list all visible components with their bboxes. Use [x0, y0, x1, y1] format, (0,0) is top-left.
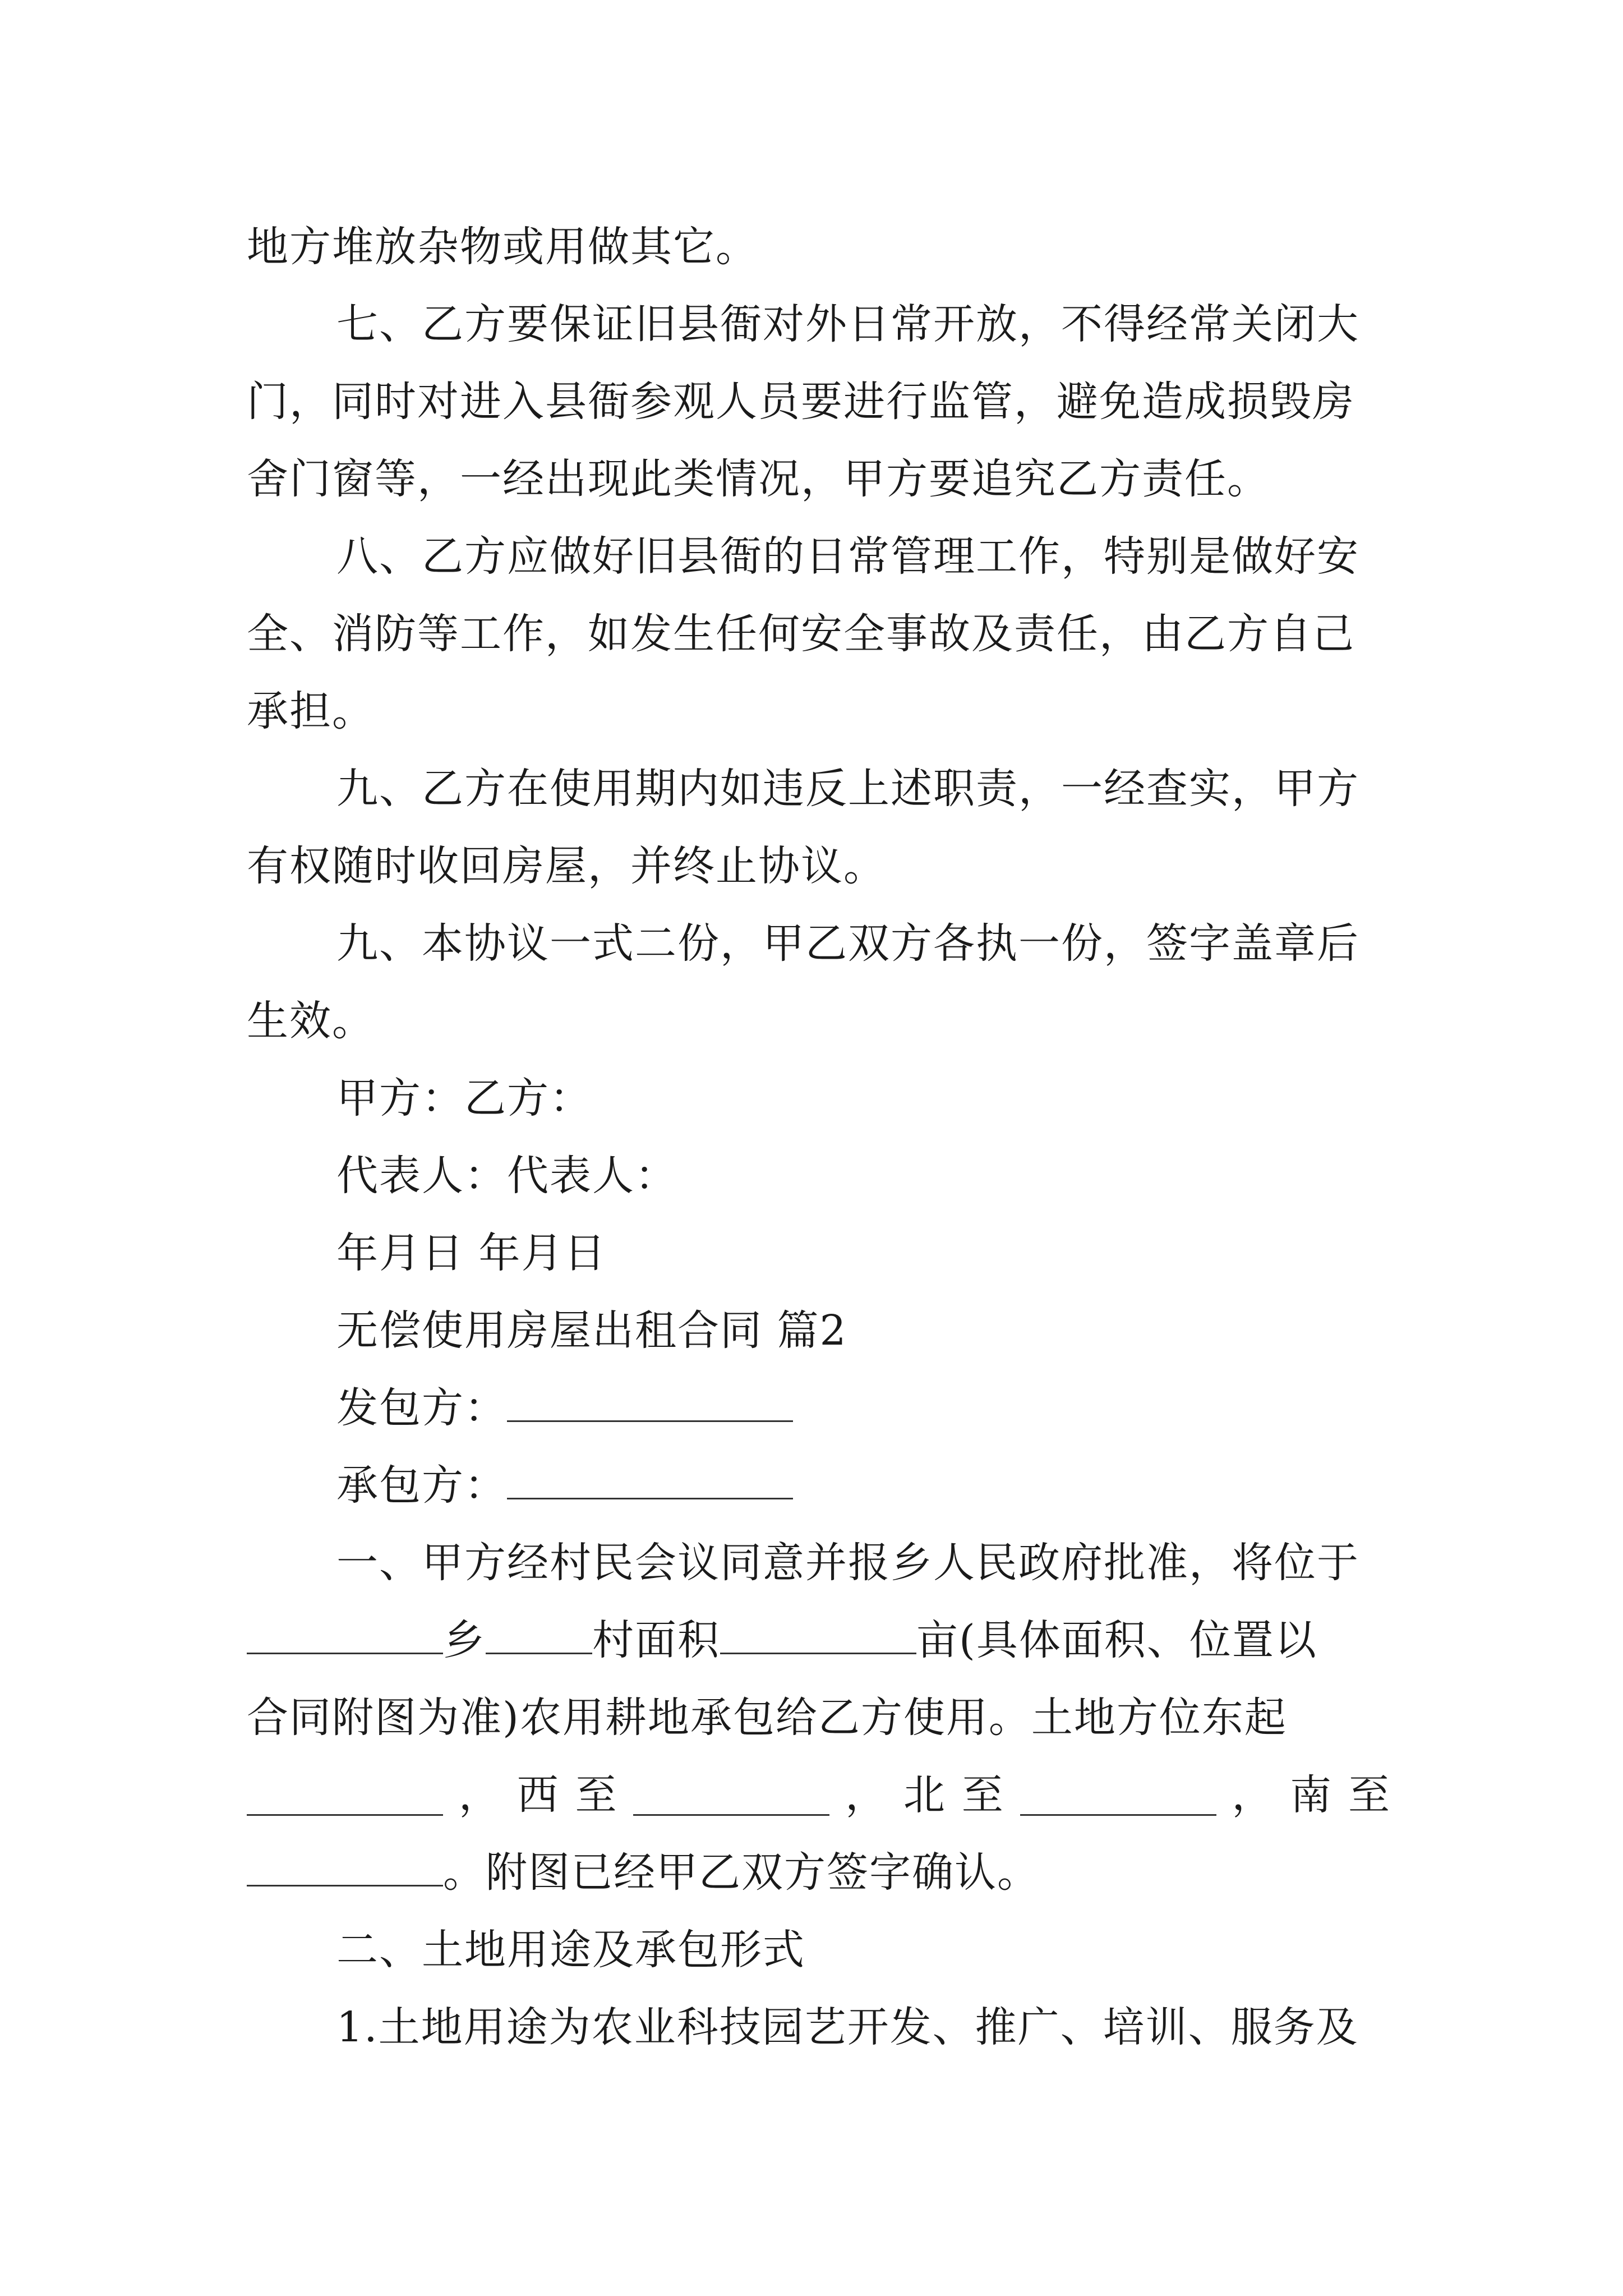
mu-label: 亩(具体面积、位置以: [916, 1616, 1317, 1664]
south-to-label: 至: [1348, 1771, 1391, 1819]
clause-nine-line-1: 九、乙方在使用期内如违反上述职责，一经查实，甲方: [336, 765, 1359, 813]
clause-one-line-3: 合同附图为准)农用耕地承包给乙方使用。土地方位东起: [247, 1694, 1287, 1742]
village-blank: [486, 1613, 592, 1654]
clause-seven-line-2: 门，同时对进入县衙参观人员要进行监管，避免造成损毁房: [247, 378, 1355, 426]
issuer-blank: [507, 1381, 793, 1422]
clause-one-line-4: [247, 1756, 1391, 1834]
clause-eight-line-3: 承担。: [247, 687, 375, 735]
area-blank: [720, 1613, 916, 1654]
contractor-blank: [507, 1458, 793, 1499]
signature-parties: 甲方：乙方：: [336, 1074, 592, 1122]
clause-one-line-5-text: 。附图已经甲乙双方签字确认。: [443, 1848, 1040, 1897]
east-blank: [247, 1774, 443, 1815]
contractor-label: 承包方：: [336, 1461, 507, 1510]
section-title: 无偿使用房屋出租合同 篇2: [336, 1306, 847, 1355]
signature-dates: 年月日 年月日: [336, 1229, 607, 1277]
north-label: 北: [903, 1771, 946, 1819]
comma-1: ，: [458, 1771, 501, 1819]
issuer-line: [247, 1369, 1481, 1447]
clause-one-line-5: [247, 1833, 1391, 1912]
clause-seven-line-3: 舍门窗等，一经出现此类情况，甲方要追究乙方责任。: [247, 455, 1270, 503]
south-blank: [247, 1846, 443, 1887]
north-blank: [1020, 1774, 1216, 1815]
clause-nine-b-line-2: 生效。: [247, 997, 375, 1045]
west-to-label: 至: [575, 1771, 618, 1819]
town-blank: [247, 1613, 443, 1654]
clause-nine-b-line-1: 九、本协议一式二份，甲乙双方各执一份，签字盖章后: [336, 919, 1359, 968]
clause-seven-line-1: 七、乙方要保证旧县衙对外日常开放，不得经常关闭大: [336, 300, 1359, 348]
clause-eight-line-2: 全、消防等工作，如发生任何安全事故及责任，由乙方自己: [247, 610, 1355, 658]
issuer-label: 发包方：: [336, 1384, 507, 1432]
clause-one-line-2: [247, 1601, 1391, 1680]
comma-3: ，: [1232, 1771, 1275, 1819]
text-line: 地方堆放杂物或用做其它。: [247, 223, 758, 271]
comma-2: ，: [845, 1771, 888, 1819]
clause-nine-line-2: 有权随时收回房屋，并终止协议。: [247, 842, 886, 890]
west-blank: [633, 1774, 829, 1815]
north-to-label: 至: [961, 1771, 1004, 1819]
signature-representatives: 代表人：代表人：: [336, 1152, 677, 1200]
clause-eight-line-1: 八、乙方应做好旧县衙的日常管理工作，特别是做好安: [336, 532, 1359, 581]
west-label: 西: [517, 1771, 560, 1819]
contractor-line: [247, 1446, 1481, 1525]
clause-one-line-1: 一、甲方经村民会议同意并报乡人民政府批准，将位于: [336, 1539, 1359, 1587]
village-area-label: 村面积: [592, 1616, 720, 1664]
clause-two-heading: 二、土地用途及承包形式: [336, 1926, 805, 1974]
south-label: 南: [1290, 1771, 1333, 1819]
clause-two-item-1: 1.土地用途为农业科技园艺开发、推广、培训、服务及: [336, 2003, 1359, 2051]
town-label: 乡: [443, 1616, 486, 1664]
